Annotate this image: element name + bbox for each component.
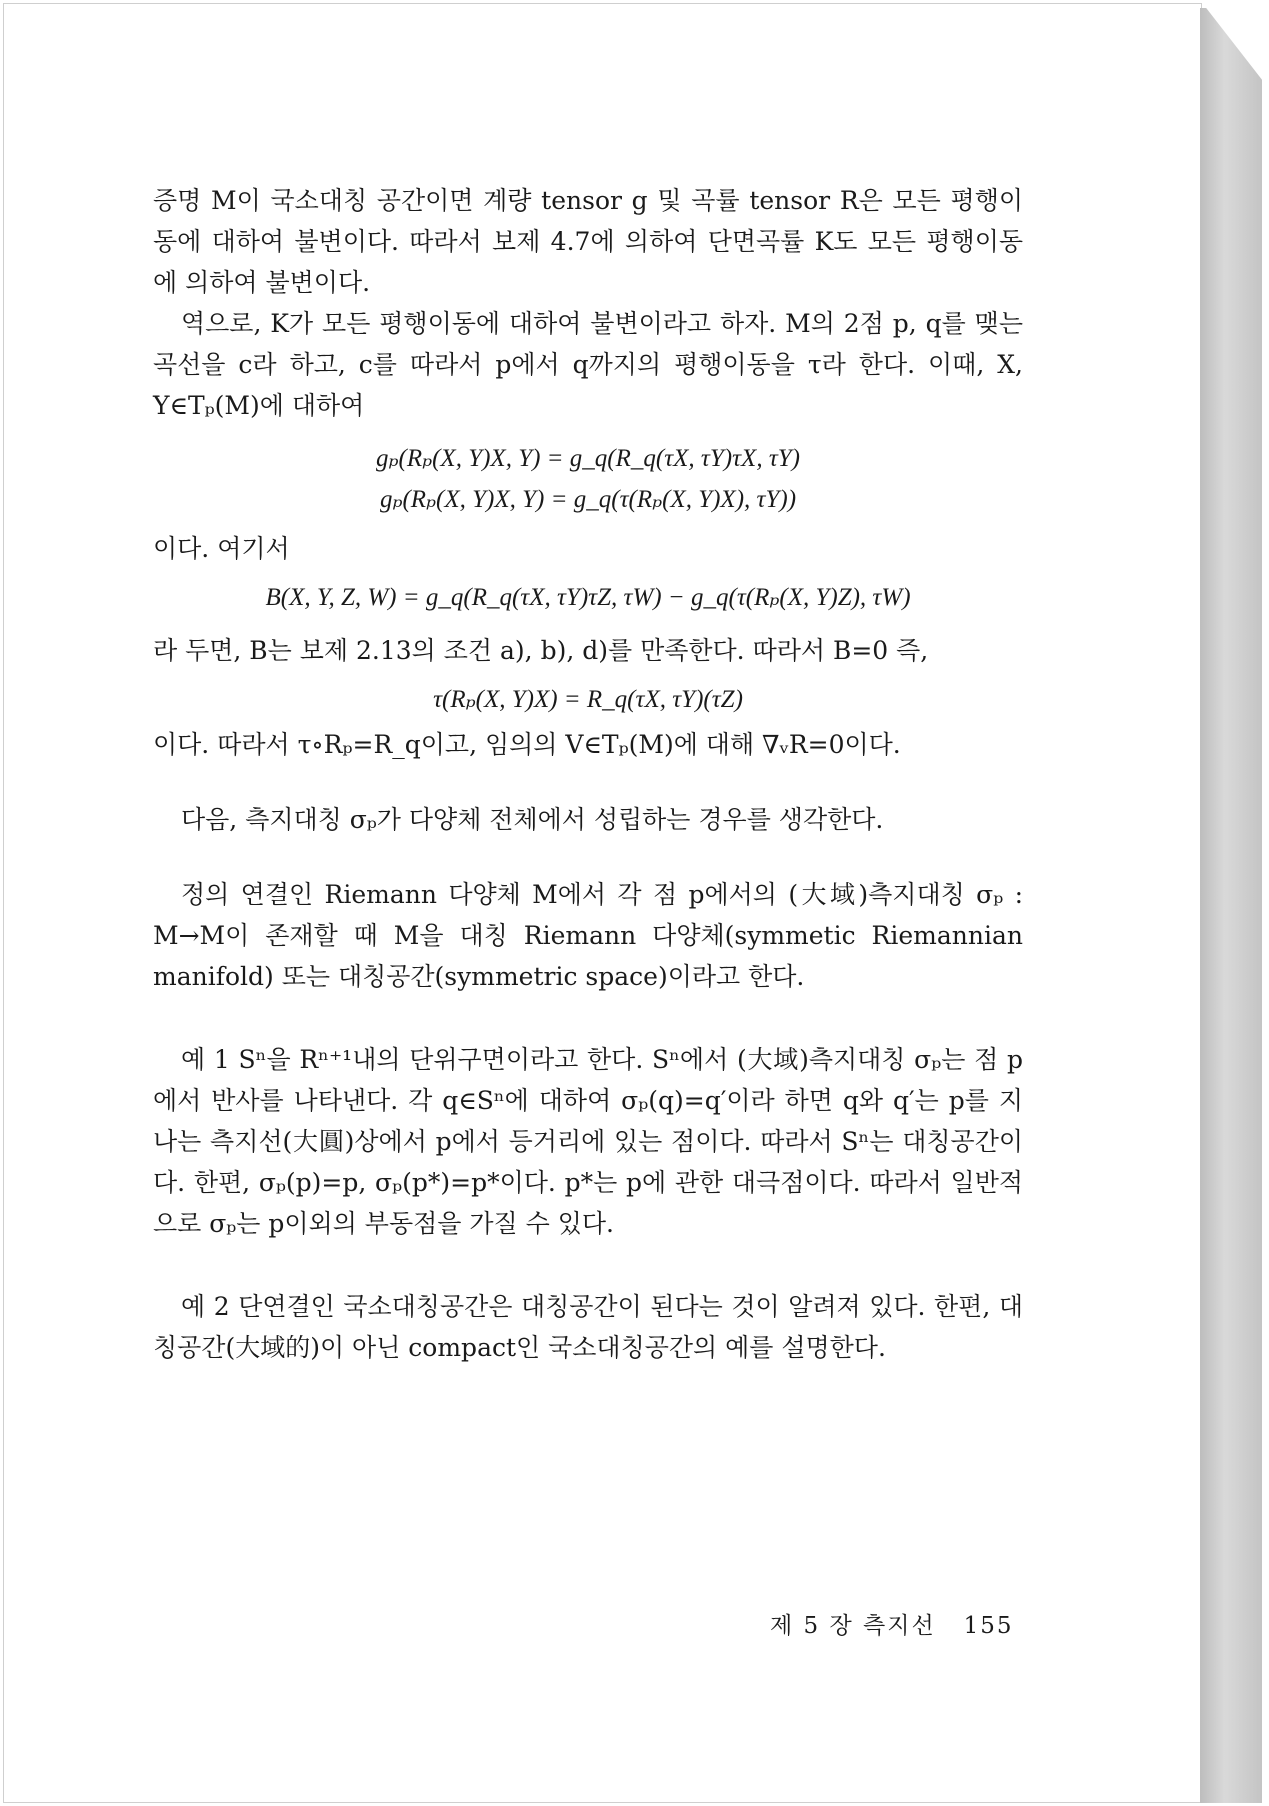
text-line: 이다. 여기서 (153, 534, 290, 563)
page-body (153, 180, 1023, 1368)
converse-paragraph: 역으로, K가 모든 평행이동에 대하여 불변이라고 하자. M의 2점 p, q를 맺는 곡선을 c라 하고, c를 따라서 p에서 q까지의 평행이동을 τ라 한다. 이때, X, Y∈Tₚ(M)에 대하여 (153, 309, 1023, 420)
page-footer (770, 1607, 1014, 1640)
equation-3: B(X, Y, Z, W) = g_q(R_q(τX, τY)τZ, τW) − g_q(τ(Rₚ(X, Y)Z), τW) (265, 584, 911, 611)
chapter-title: 제 5 장 측지선 (770, 1613, 936, 1639)
example-1-paragraph: 예 1 Sⁿ을 Rⁿ⁺¹내의 단위구면이라고 한다. Sⁿ에서 (大域)측지대칭 σₚ는 점 p에서 반사를 나타낸다. 각 q∈Sⁿ에 대하여 σₚ(q)=q′이라 하면 q와 q′는 p를 지나는 측지선(大圓)상에서 p에서 등거리에 있는 점이다. 따라서 Sⁿ는 대칭공간이다. 한편, σₚ(p)=p, σₚ(p*)=p*이다. p*는 p에 관한 대극점이다. 따라서 일반적으로 σₚ는 p이외의 부동점을 가질 수 있다. (153, 1045, 1023, 1238)
proof-paragraph: 증명 M이 국소대칭 공간이면 계량 tensor g 및 곡률 tensor R은 모든 평행이동에 대하여 불변이다. 따라서 보제 4.7에 의하여 단면곡률 K도 모든 평행이동에 의하여 불변이다. (153, 186, 1023, 297)
conclusion-line: 이다. 따라서 τ∘Rₚ=R_q이고, 임의의 V∈Tₚ(M)에 대해 ∇ᵥR=0이다. (153, 730, 901, 759)
definition-paragraph: 정의 연결인 Riemann 다양체 M에서 각 점 p에서의 (大域)측지대칭 σₚ : M→M이 존재할 때 M을 대칭 Riemann 다양체(symmetic Riemannian manifold) 또는 대칭공간(symmetric space)이라고 한다. (153, 880, 1023, 991)
equation-2: gₚ(Rₚ(X, Y)X, Y) = g_q(τ(Rₚ(X, Y)X), τY)) (379, 486, 797, 513)
page-stack-edge (1200, 8, 1262, 1803)
equation-4: τ(Rₚ(X, Y)X) = R_q(τX, τY)(τZ) (433, 686, 743, 713)
equation-1: gₚ(Rₚ(X, Y)X, Y) = g_q(R_q(τX, τY)τX, τY) (376, 445, 800, 472)
transition-line: 다음, 측지대칭 σₚ가 다양체 전체에서 성립하는 경우를 생각한다. (181, 805, 884, 834)
condition-paragraph: 라 두면, B는 보제 2.13의 조건 a), b), d)를 만족한다. 따라서 B=0 즉, (153, 636, 929, 665)
example-2-paragraph: 예 2 단연결인 국소대칭공간은 대칭공간이 된다는 것이 알려져 있다. 한편, 대칭공간(大域的)이 아닌 compact인 국소대칭공간의 예를 설명한다. (153, 1292, 1023, 1362)
page-number: 155 (963, 1613, 1014, 1639)
